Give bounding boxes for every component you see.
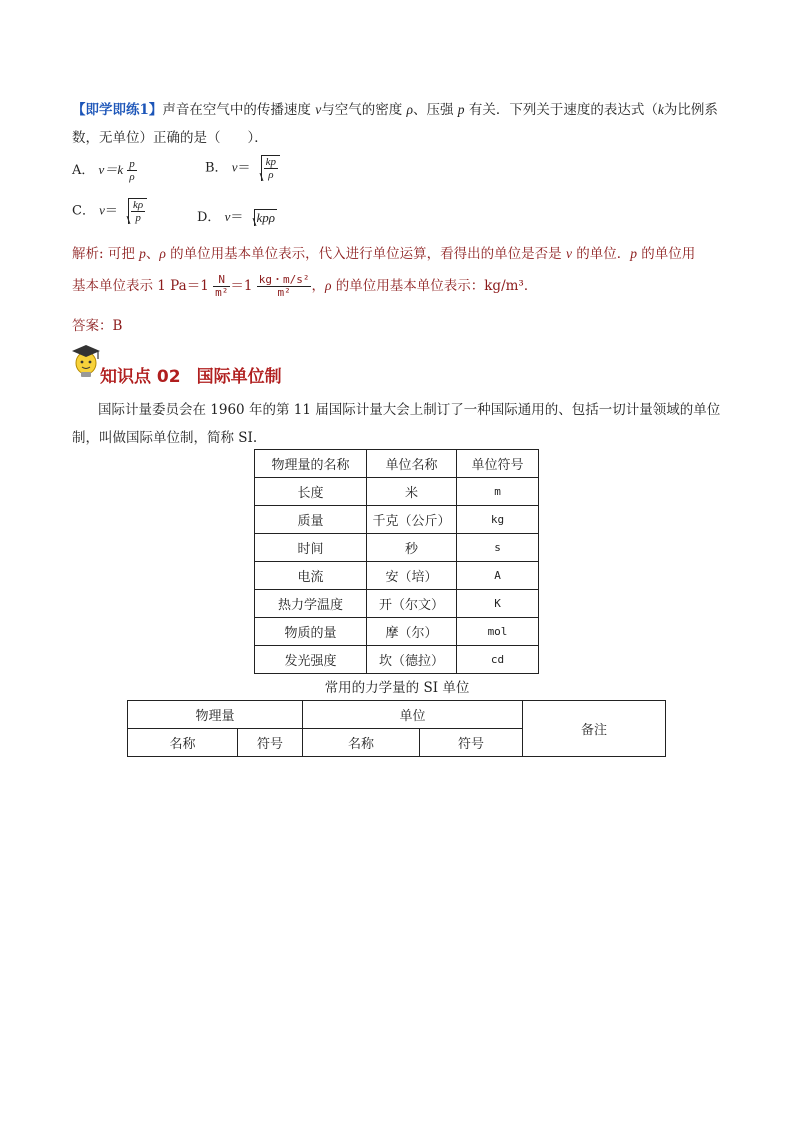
option-a: A． v＝k $\frac{p}{\rho}$ — [72, 158, 135, 183]
table-header-row — [255, 450, 539, 478]
table-header: 单位名称 — [367, 450, 457, 478]
option-d: D． v＝ kpρ — [197, 209, 276, 225]
table-row: 热力学温度 开（尔文） K — [255, 590, 539, 618]
table-header: 单位 — [303, 701, 523, 729]
intro-paragraph: 国际计量委员会在 1960 年的第 11 届国际计量大会上制订了一种国际通用的、包括一切计量领域的单位制，叫做国际单位制，简称 SI. — [72, 402, 721, 446]
table-header: 符号 — [420, 729, 523, 757]
table-header: 符号 — [238, 729, 303, 757]
analysis-line-1: 解析: 可把 p、ρ 的单位用基本单位表示，代入进行单位运算，看得出的单位是否是 v 的单位．p 的单位用 — [72, 246, 696, 262]
option-b: B． v＝ $\frac{kp}{\rho}$ — [205, 155, 280, 181]
option-c: C． v＝ $\frac{k\rho}{p}$ — [72, 198, 147, 224]
table-header-row — [128, 701, 666, 729]
table-header: 名称 — [303, 729, 420, 757]
mech-units-table — [127, 700, 666, 757]
table-row: 物质的量 摩（尔） mol — [255, 618, 539, 646]
table-header: 物理量的名称 — [255, 450, 367, 478]
analysis-line-2: 基本单位表示 1 Pa＝1 $\frac{N}{\text{m²}}$ ＝1 $\frac{\text{kg・m/s²}}{\text{m²}}$ ，ρ 的单位用基本单位表示：kg/m³． — [72, 273, 538, 299]
answer: 答案：B — [72, 318, 123, 334]
table-row: 时间 秒 s — [255, 534, 539, 562]
table-row: 电流 安（培） A — [255, 562, 539, 590]
table-header: 备注 — [523, 701, 666, 757]
si-base-units-table — [254, 449, 539, 674]
table-row: 发光强度 坎（德拉） cd — [255, 646, 539, 674]
question-text: 【即学即练1】声音在空气中的传播速度 v与空气的密度 ρ、压强 p 有关．下列关于速度的表达式（k为比例系数，无单位）正确的是（ ）． — [72, 102, 718, 146]
table-header: 单位符号 — [457, 450, 539, 478]
mech-table-caption: 常用的力学量的 SI 单位 — [324, 680, 470, 696]
lightbulb-graduate-icon — [70, 343, 102, 379]
question-tag: 【即学即练1】 — [72, 102, 163, 118]
table-row: 长度 米 m — [255, 478, 539, 506]
table-header: 物理量 — [128, 701, 303, 729]
knowledge-point-title: 知识点 02 国际单位制 — [100, 367, 282, 387]
table-row: 质量 千克（公斤） kg — [255, 506, 539, 534]
table-header: 名称 — [128, 729, 238, 757]
